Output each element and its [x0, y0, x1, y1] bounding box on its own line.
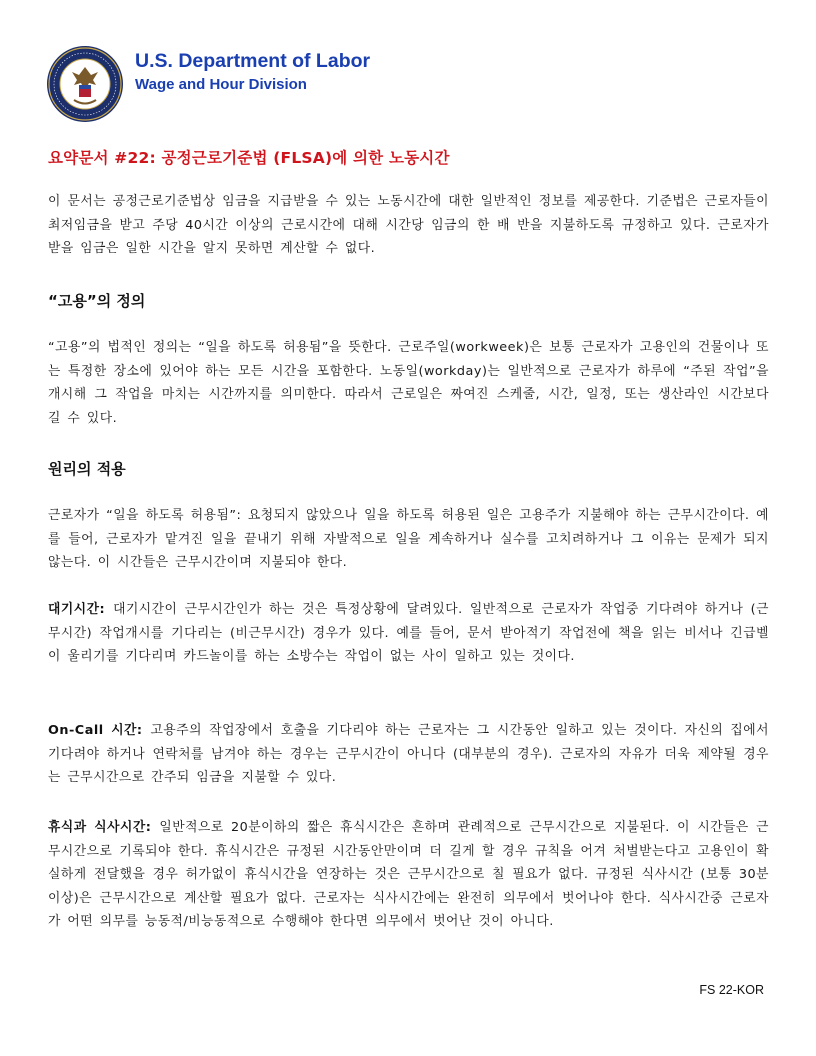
- heading-application: 원리의 적용: [48, 460, 126, 478]
- document-code: FS 22-KOR: [699, 983, 764, 997]
- rest-meal-label: 휴식과 식사시간:: [48, 820, 152, 835]
- department-name: U.S. Department of Labor: [135, 50, 371, 72]
- application-paragraph: 근로자가 “일을 하도록 허용됨”: 요청되지 않았으나 일을 하도록 허용된 일은 고용주가 지불해야 하는 근무시간이다. 예를 들어, 근로자가 맡겨진 일을 끝내기 위해 자발적으로 일을 계속하거나 실수를 고치려하거나 그 이유는 문제가 되지 않는다. 이 시간들은 근무시간이며 지불되야 한다.: [48, 508, 769, 570]
- waiting-time-label: 대기시간:: [48, 602, 106, 617]
- heading-employment-definition: “고용”의 정의: [48, 292, 146, 310]
- waiting-time-paragraph: [48, 598, 769, 669]
- on-call-text: 고용주의 작업장에서 호출을 기다리야 하는 근로자는 그 시간동안 일하고 있는 것이다. 자신의 집에서 기다려야 하거나 연락처를 남겨야 하는 경우는 근무시간이 아니다 (대부분의 경우). 근로자의 자유가 더욱 제약될 경우는 근무시간으로 간주되 임금을 지불할 수 있다.: [48, 723, 769, 785]
- intro-paragraph: 이 문서는 공정근로기준법상 임금을 지급받을 수 있는 노동시간에 대한 일반적인 정보를 제공한다. 기준법은 근로자들이 최저임금을 받고 주당 40시간 이상의 근로시간에 대해 시간당 임금의 한 배 반을 지불하도록 규정하고 있다. 근로자가 받을 임금은 일한 시간을 알지 못하면 계산할 수 없다.: [48, 194, 769, 256]
- department-seal-icon: [46, 45, 124, 123]
- division-name: Wage and Hour Division: [135, 76, 307, 93]
- agency-block: [135, 49, 370, 96]
- rest-meal-paragraph: [48, 816, 769, 934]
- document-title: 요약문서 #22: 공정근로기준법 (FLSA)에 의한 노동시간: [48, 149, 450, 167]
- on-call-paragraph: [48, 719, 769, 790]
- on-call-label: On-Call 시간:: [48, 723, 143, 738]
- waiting-time-text: 대기시간이 근무시간인가 하는 것은 특정상황에 달려있다. 일반적으로 근로자가 작업중 기다려야 하거나 (근무시간) 작업개시를 기다리는 (비근무시간) 경우가 있다. 예를 들어, 문서 받아적기 작업전에 책을 읽는 비서나 긴급벨이 울리기를 기다리며 카드놀이를 하는 소방수는 작업이 없는 사이 일하고 있는 것이다.: [48, 602, 769, 664]
- rest-meal-text: 일반적으로 20분이하의 짧은 휴식시간은 흔하며 관례적으로 근무시간으로 지불된다. 이 시간들은 근무시간으로 기록되야 한다. 휴식시간은 규정된 시간동안만이며 더 길게 할 경우 규칙을 어겨 처벌받는다고 고용인이 확실하게 전달했을 경우 허가없이 휴식시간을 연장하는 것은 근무시간으로 칠 필요가 없다. 규정된 식사시간 (보통 30분 이상)은 근무시간으로 계산할 필요가 없다. 근로자는 식사시간에는 완전히 의무에서 벗어나야 한다. 식사시간중 근로자가 어떤 의무를 능동적/비능동적으로 수행해야 한다면 의무에서 벗어난 것이 아니다.: [48, 820, 769, 929]
- employment-paragraph: “고용”의 법적인 정의는 “일을 하도록 허용됨”을 뜻한다. 근로주일(workweek)은 보통 근로자가 고용인의 건물이나 또는 특정한 장소에 있어야 하는 모든 시간을 포함한다. 노동일(workday)는 일반적으로 근로자가 하루에 “주된 작업”을 개시해 그 작업을 마치는 시간까지를 의미한다. 따라서 근로일은 짜여진 스케줄, 시간, 일정, 또는 생산라인 시간보다 길 수 있다.: [48, 340, 769, 426]
